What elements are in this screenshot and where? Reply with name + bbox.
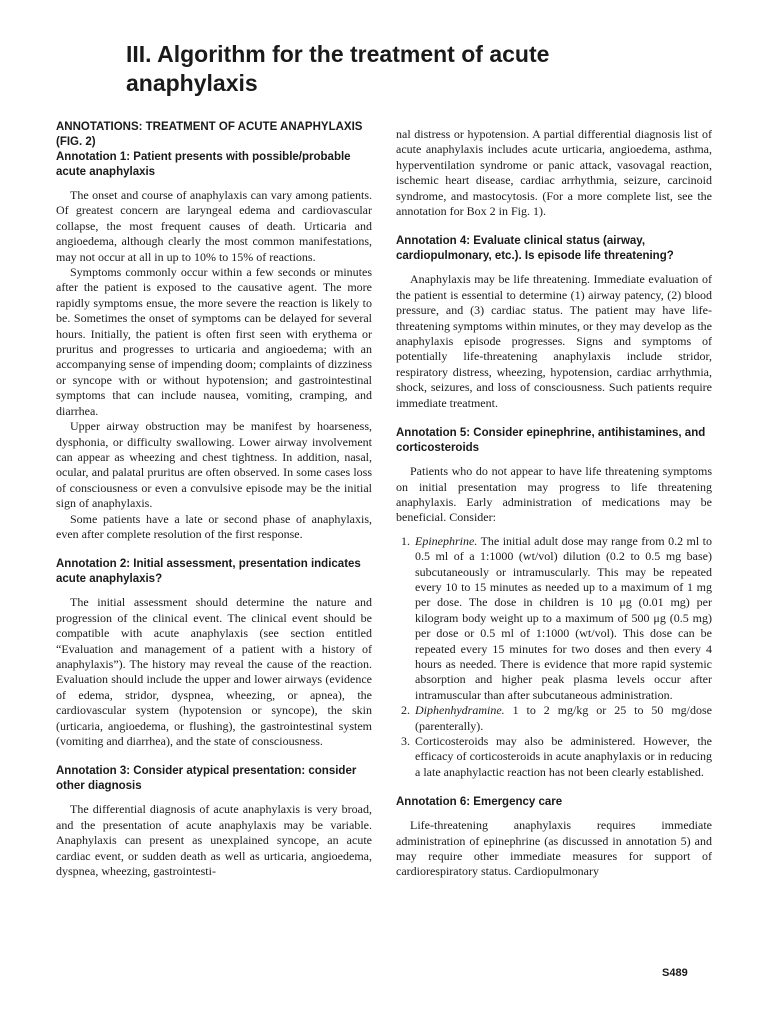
annotation-5-paragraph: Patients who do not appear to have life threatening symptoms on initial presentation may progress to life threatening anaphylaxis. Early administration of medications may be beneficial. Consider: bbox=[396, 464, 712, 525]
annotation-1-paragraph: Symptoms commonly occur within a few seconds or minutes after the patient is exposed to the causative agent. The more rapidly symptoms ensue, the more severe the reaction is likely to be. Sometimes the onset of symptoms can be delayed for several hours. Initially, the patient is often first seen with erythema or pruritus and progresses to urticaria and angioedema; with an accompanying sense of impending doom; complaints of dizziness or syncope with or without hypotension; and gastrointestinal symptoms that can include nausea, vomiting, cramping, and diarrhea. bbox=[56, 265, 372, 418]
annotation-4-paragraph: Anaphylaxis may be life threatening. Immediate evaluation of the patient is essential to determine (1) airway patency, (2) blood pressure, and (3) cardiac status. The patient may have life-threatening symptoms within minutes, or they may develop as the anaphylaxis episode progresses. Signs and symptoms of potentially life-threatening anaphylaxis include stridor, respiratory distress, wheezing, hypotension, cardiac arrhythmia, shock, seizures, and loss of consciousness. Such patients require immediate treatment. bbox=[396, 272, 712, 410]
left-column bbox=[56, 120, 372, 879]
page-title: III. Algorithm for the treatment of acute anaphylaxis bbox=[126, 41, 550, 96]
annotation-1-paragraph: Some patients have a late or second phase of anaphylaxis, even after complete resolution of the first response. bbox=[56, 511, 372, 541]
annotation-4-heading: Annotation 4: Evaluate clinical status (airway, cardiopulmonary, etc.). Is episode life threatening? bbox=[396, 235, 674, 263]
annotation-1-paragraph: Upper airway obstruction may be manifest by hoarseness, dysphonia, or difficulty swallowing. Lower airway involvement can appear as wheezing and chest tightness. In addition, nasal, ocular, and palatal pruritus are often observed. In some cases loss of consciousness or even a convulsive episode may be the initial sign of anaphylaxis. bbox=[56, 419, 372, 511]
annotation-3-heading: Annotation 3: Consider atypical presentation: consider other diagnosis bbox=[56, 765, 357, 793]
annotation-6-paragraph: Life-threatening anaphylaxis requires immediate administration of epinephrine (as discussed in annotation 5) and may require other immediate measures for support of cardiorespiratory status. Cardiopulmonary bbox=[396, 818, 712, 879]
medication-list-item: 2. Diphenhydramine. 1 to 2 mg/kg or 25 to 50 mg/dose (parenterally). bbox=[413, 703, 712, 734]
annotation-3-continuation: nal distress or hypotension. A partial differential diagnosis list of acute anaphylaxis includes acute urticaria, angioedema, asthma, hyperventilation syndrome or panic attack, vasovagal reaction, ischemic heart disease, cardiac arrhythmia, seizure, carcinoid syndrome, and mastocytosis. (For a more complete list, see the annotation for Box 2 in Fig. 1). bbox=[396, 127, 712, 219]
annotation-1-paragraph: The onset and course of anaphylaxis can vary among patients. Of greatest concern are laryngeal edema and cardiovascular collapse, the most frequent causes of death. Urticaria and angioedema, although clearly the most common manifestations, may not occur at all in up to 10% to 15% of reactions. bbox=[56, 188, 372, 264]
section-heading: ANNOTATIONS: TREATMENT OF ACUTE ANAPHYLAXIS (FIG. 2) bbox=[56, 121, 363, 148]
annotation-2-heading: Annotation 2: Initial assessment, presentation indicates acute anaphylaxis? bbox=[56, 558, 361, 586]
page-number: S489 bbox=[662, 967, 688, 979]
drug-name: Diphenhydramine. bbox=[415, 703, 505, 718]
annotation-6-heading: Annotation 6: Emergency care bbox=[396, 796, 563, 809]
medication-list-item: 3. Corticosteroids may also be administered. However, the efficacy of corticosteroids in acute anaphylaxis or in reducing a late anaphylactic reaction has not been clearly established. bbox=[413, 734, 712, 780]
medication-list bbox=[396, 534, 712, 781]
drug-name: Epinephrine. bbox=[415, 533, 478, 548]
annotation-2-paragraph: The initial assessment should determine the nature and progression of the clinical event. The clinical event should be compatible with acute anaphylaxis (see section entitled “Evaluation and management of a patient with a history of anaphylaxis”). The history may reveal the cause of the reaction. Evaluation should include the upper and lower airways (evidence of edema, stridor, dyspnea, wheezing, or apnea), the cardiovascular system (hypotension or syncope), the skin (urticaria, angioedema, or flushing), the gastrointestinal system (vomiting and diarrhea), and the state of consciousness. bbox=[56, 595, 372, 748]
annotation-3-paragraph: The differential diagnosis of acute anaphylaxis is very broad, and the presentation of acute anaphylaxis may be variable. Anaphylaxis can present as unexplained syncope, an acute cardiac event, or sudden death as well as urticaria, angioedema, dyspnea, wheezing, gastrointesti- bbox=[56, 802, 372, 879]
medication-list-item: 1. Epinephrine. The initial adult dose may range from 0.2 ml to 0.5 ml of a 1:1000 (wt/vol) dilution (0.2 to 0.5 mg base) subcutaneously or intramuscularly. This may be repeated every 10 to 15 minutes as needed up to a maximum of 1 mg per dose. The dose in children is 10 μg (0.01 mg) per kilogram body weight up to a maximum of 500 μg (0.5 mg) per dose or 0.5 ml of 1:1000 (wt/vol). This dose can be repeated every 15 minutes for two doses and then every 4 hours as needed. There is evidence that more rapid systemic absorption and higher peak plasma levels occur after intramuscular than after subcutaneous administration. bbox=[413, 534, 712, 703]
right-column bbox=[396, 127, 712, 880]
annotation-5-heading: Annotation 5: Consider epinephrine, antihistamines, and corticosteroids bbox=[396, 427, 706, 455]
annotation-1-heading: Annotation 1: Patient presents with possible/probable acute anaphylaxis bbox=[56, 151, 351, 178]
